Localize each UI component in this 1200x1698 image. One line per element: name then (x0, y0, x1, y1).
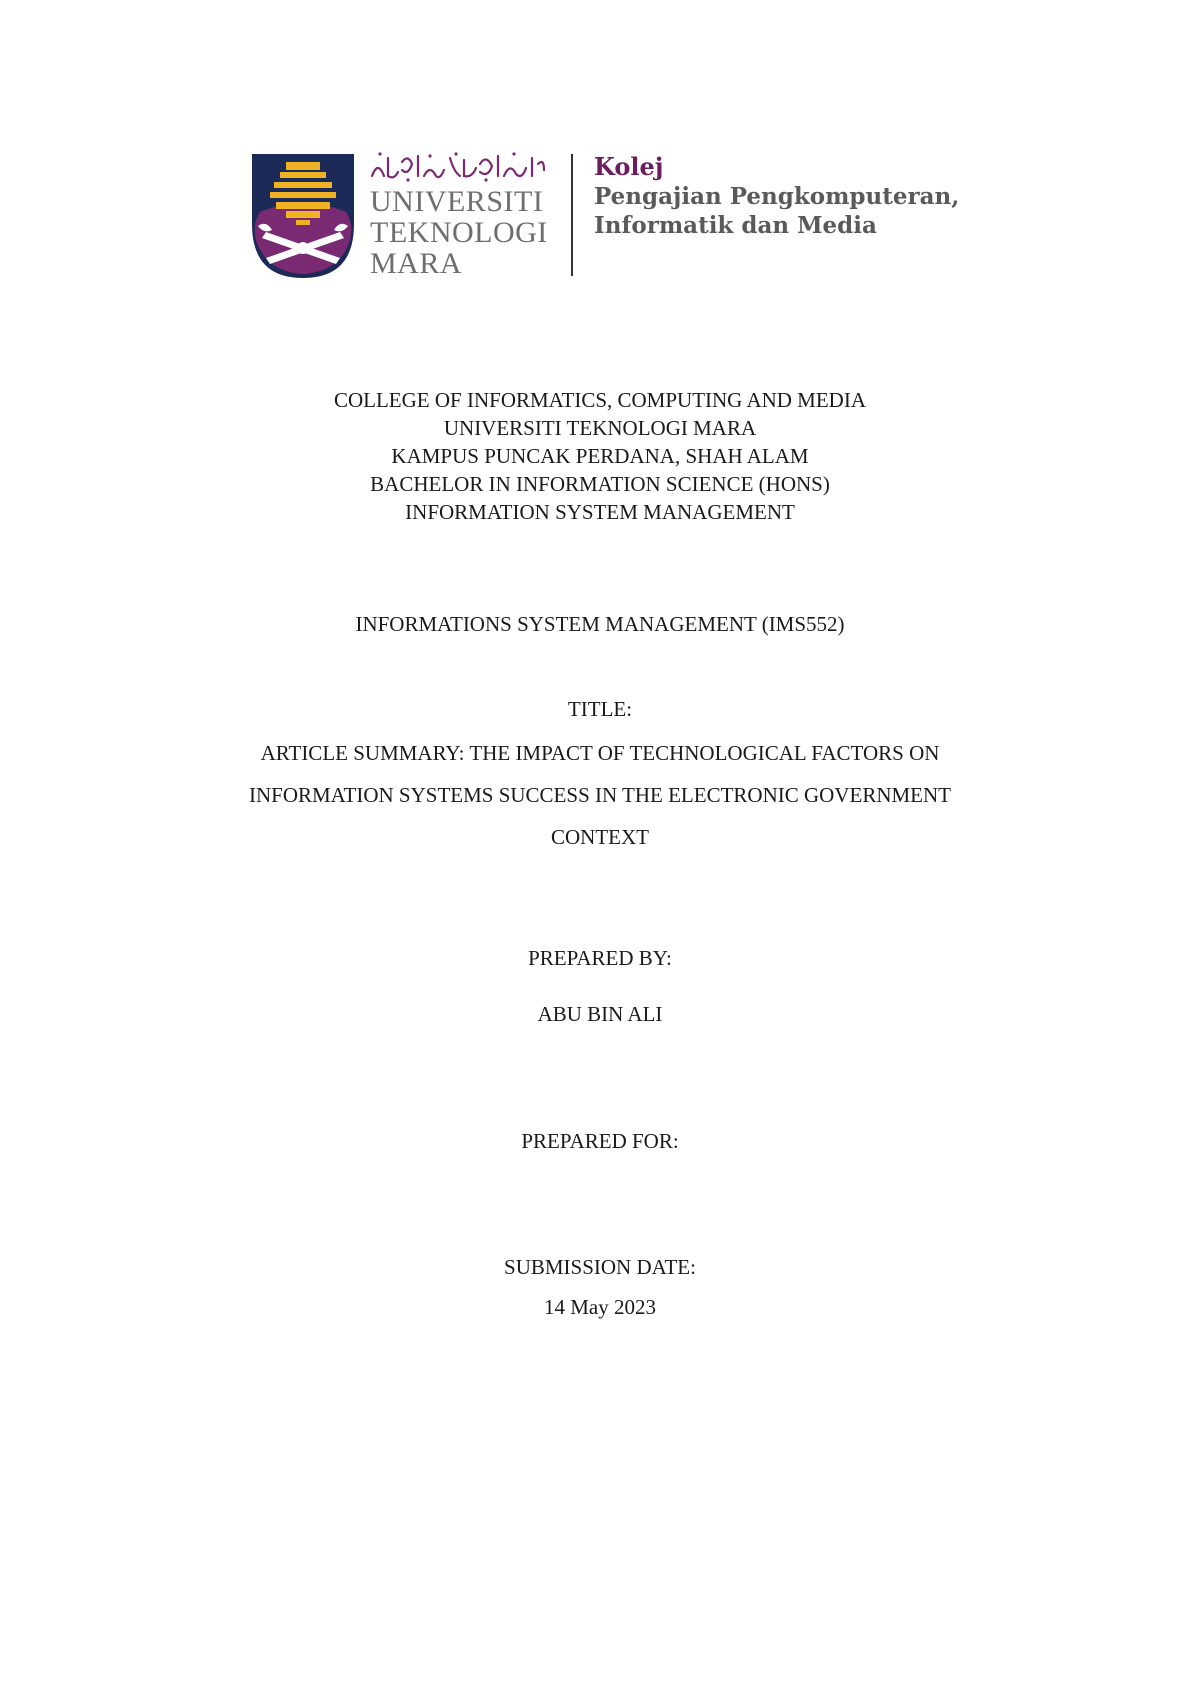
institution-line-college: COLLEGE OF INFORMATICS, COMPUTING AND MEDIA (333, 388, 867, 412)
institution-block (0, 386, 1200, 526)
uitm-wordmark-line-1: UNIVERSITI (370, 185, 544, 218)
prepared-for-label (0, 1127, 1200, 1155)
prepared-by-label-text: PREPARED BY: (528, 946, 672, 970)
logo-divider (571, 154, 573, 276)
submission-date-label-text: SUBMISSION DATE: (504, 1255, 696, 1279)
title-label-text: TITLE: (567, 697, 633, 721)
college-logo-line-2: Informatik dan Media (594, 212, 877, 239)
jawi-script-logo (368, 150, 548, 184)
institution-line-programme: BACHELOR IN INFORMATION SCIENCE (HONS) (370, 472, 830, 496)
uitm-crest-logo (252, 154, 354, 278)
course-name-text: INFORMATIONS SYSTEM MANAGEMENT (IMS552) (355, 612, 845, 636)
institution-line-major: INFORMATION SYSTEM MANAGEMENT (405, 500, 795, 524)
institution-line-university: UNIVERSITI TEKNOLOGI MARA (443, 416, 757, 440)
prepared-for-label-text: PREPARED FOR: (521, 1129, 679, 1153)
prepared-by-name (0, 1000, 1200, 1028)
college-logo-text (594, 152, 959, 240)
logo-header (252, 150, 972, 280)
institution-line-campus: KAMPUS PUNCAK PERDANA, SHAH ALAM (391, 444, 809, 468)
uitm-wordmark-line-3: MARA (370, 247, 463, 280)
submission-date-text: 14 May 2023 (544, 1295, 656, 1319)
course-name (0, 610, 1200, 638)
submission-date-label (0, 1253, 1200, 1281)
title-text (0, 732, 1200, 858)
title-label (0, 695, 1200, 723)
prepared-by-name-text: ABU BIN ALI (537, 1002, 663, 1026)
title-line-1: ARTICLE SUMMARY: THE IMPACT OF TECHNOLOGICAL FACTORS ON (260, 741, 940, 765)
submission-date (0, 1293, 1200, 1321)
college-logo-title: Kolej (594, 152, 664, 181)
uitm-wordmark-line-2: TEKNOLOGI (370, 216, 548, 249)
title-line-2: INFORMATION SYSTEMS SUCCESS IN THE ELECTRONIC GOVERNMENT (249, 783, 951, 807)
title-line-3: CONTEXT (551, 825, 649, 849)
college-logo-line-1: Pengajian Pengkomputeran, (594, 183, 960, 210)
prepared-by-label (0, 944, 1200, 972)
uitm-wordmark (368, 150, 558, 280)
